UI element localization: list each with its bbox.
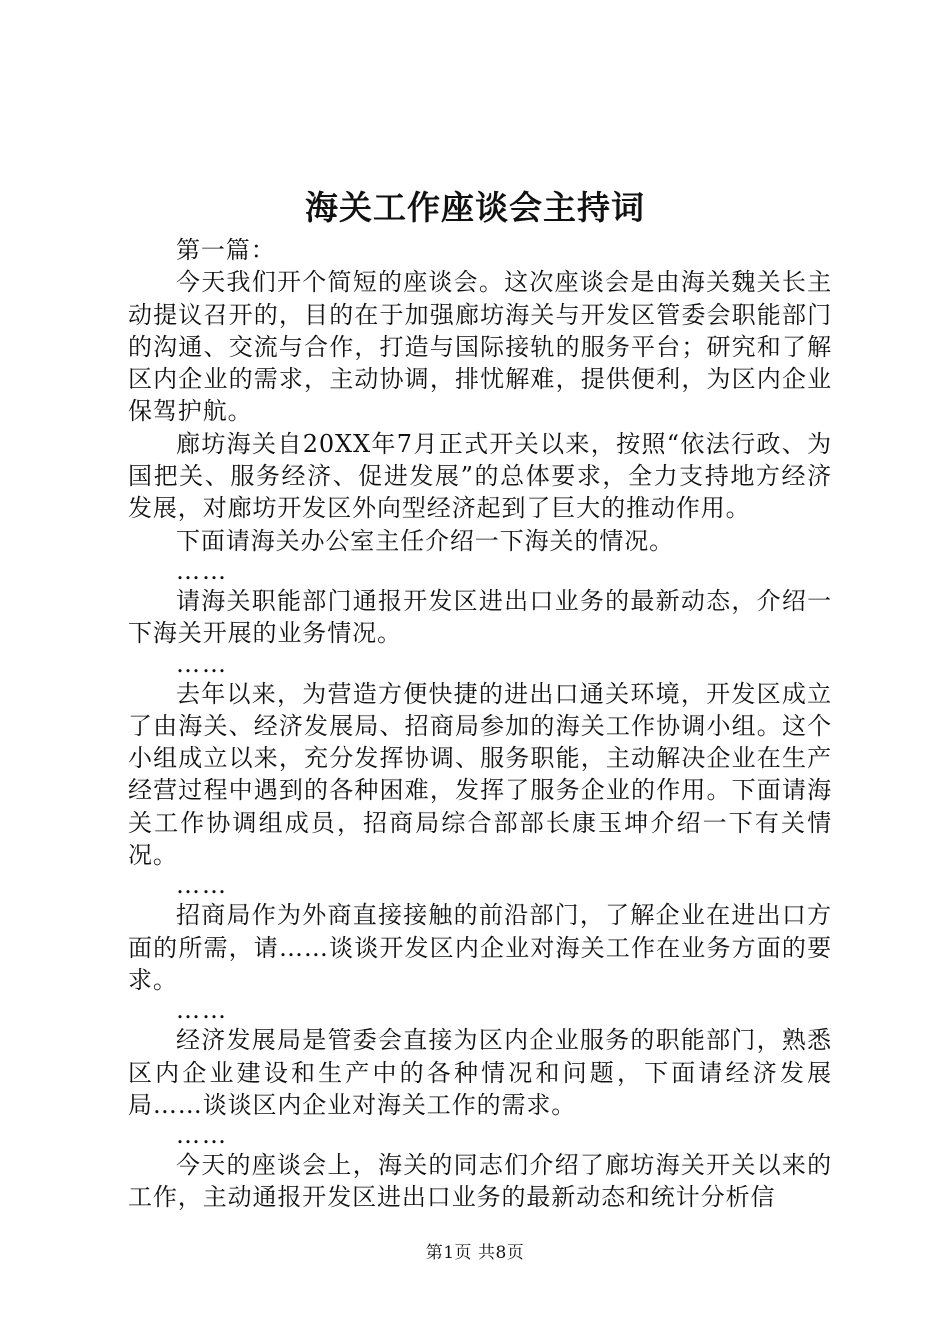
paragraph-heading: 第一篇：: [176, 236, 276, 264]
ellipsis-line: ……: [176, 996, 228, 1025]
ellipsis-line: ……: [176, 1121, 228, 1150]
paragraph: 招商局作为外商直接接触的前沿部门，了解企业在进出口方面的所需，请……谈谈开发区内企业对海关工作在业务方面的要求。: [128, 901, 832, 994]
paragraph: 廊坊海关自20XX年7月正式开关以来，按照“依法行政、为国把关、服务经济、促进发展”的总体要求，全力支持地方经济发展，对廊坊开发区外向型经济起到了巨大的推动作用。: [128, 429, 832, 523]
page-footer: 第1页 共8页: [425, 1243, 525, 1263]
paragraph: 经济发展局是管委会直接为区内企业服务的职能部门，熟悉区内企业建设和生产中的各种情况和问题，下面请经济发展局……谈谈区内企业对海关工作的需求。: [128, 1026, 832, 1119]
paragraph: 去年以来，为营造方便快捷的进出口通关环境，开发区成立了由海关、经济发展局、招商局参加的海关工作协调小组。这个小组成立以来，充分发挥协调、服务职能，主动解决企业在生产经营过程中遇到的各种困难，发挥了服务企业的作用。下面请海关工作协调组成员，招商局综合部部长康玉坤介绍一下有关情况。: [128, 679, 832, 870]
document-title: 海关工作座谈会主持词: [305, 188, 645, 227]
paragraph: 今天我们开个简短的座谈会。这次座谈会是由海关魏关长主动提议召开的，目的在于加强廊坊海关与开发区管委会职能部门的沟通、交流与合作，打造与国际接轨的服务平台；研究和了解区内企业的需求，主动协调，排忧解难，提供便利，为区内企业保驾护航。: [128, 268, 832, 426]
document-body: [128, 234, 832, 1214]
ellipsis-line: ……: [176, 556, 228, 585]
paragraph: 请海关职能部门通报开发区进出口业务的最新动态，介绍一下海关开展的业务情况。: [128, 586, 832, 648]
ellipsis-line: ……: [176, 649, 228, 678]
ellipsis-line: ……: [176, 871, 228, 900]
paragraph: 下面请海关办公室主任介绍一下海关的情况。: [176, 526, 674, 555]
paragraph: 今天的座谈会上，海关的同志们介绍了廊坊海关开关以来的工作，主动通报开发区进出口业务的最新动态和统计分析信: [128, 1151, 832, 1212]
